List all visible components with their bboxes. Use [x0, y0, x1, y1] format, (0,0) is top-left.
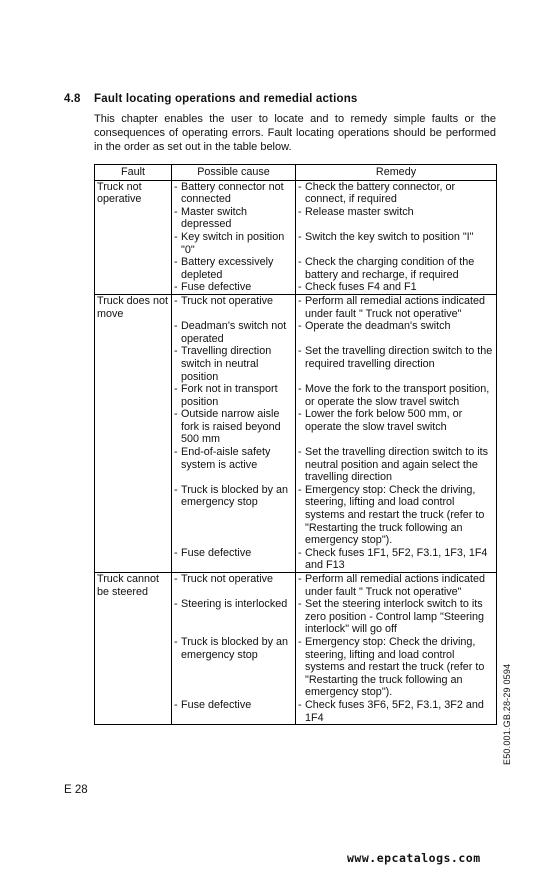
bullet-dash: - — [174, 546, 178, 559]
intro-paragraph: This chapter enables the user to locate and to remedy simple faults or the consequences of operating errors. Fault locating operations should be performed in the order as set out in the table below. — [94, 113, 496, 153]
header-possible-cause: Possible cause — [172, 165, 296, 181]
table-row — [95, 699, 497, 725]
section-heading — [64, 93, 504, 105]
remedy-text: Emergency stop: Check the driving, steering, lifting and load control systems and restart the truck (refer to "Restarting the truck following an emergency stop"). — [305, 635, 485, 699]
remedy-cell — [296, 231, 497, 256]
cause-cell — [172, 206, 296, 231]
remedy-text: Check fuses 1F1, 5F2, F3.1, 1F3, 1F4 and F13 — [305, 546, 488, 572]
bullet-dash: - — [174, 205, 178, 218]
cause-text: Key switch in position "0" — [181, 230, 285, 256]
cause-cell — [172, 231, 296, 256]
cause-cell — [172, 256, 296, 281]
cause-cell — [172, 547, 296, 573]
bullet-dash: - — [298, 294, 302, 307]
remedy-text: Perform all remedial actions indicated under fault " Truck not operative" — [305, 294, 486, 320]
bullet-dash: - — [174, 320, 178, 333]
bullet-dash: - — [298, 180, 302, 193]
cause-text: Steering is interlocked — [181, 598, 288, 611]
cause-text: Travelling direction switch in neutral position — [181, 345, 272, 383]
bullet-dash: - — [298, 256, 302, 269]
bullet-dash: - — [298, 383, 302, 396]
table-row — [95, 231, 497, 256]
table-row — [95, 547, 497, 573]
bullet-dash: - — [174, 446, 178, 459]
table-row — [95, 484, 497, 547]
cause-cell — [172, 294, 296, 320]
fault-cell — [95, 547, 172, 573]
cause-text: Fuse defective — [181, 281, 252, 294]
cause-cell — [172, 180, 296, 206]
remedy-cell — [296, 408, 497, 446]
cause-text: Fuse defective — [181, 546, 252, 559]
cause-text: Deadman's switch not operated — [181, 320, 287, 345]
page-number: E 28 — [64, 784, 88, 796]
bullet-dash: - — [298, 598, 302, 611]
cause-cell — [172, 383, 296, 408]
remedy-text: Check fuses F4 and F1 — [305, 281, 417, 294]
bullet-dash: - — [298, 483, 302, 496]
bullet-dash: - — [298, 320, 302, 333]
bullet-dash: - — [298, 546, 302, 559]
fault-cell — [95, 256, 172, 281]
cause-text: Outside narrow aisle fork is raised beyond 500 mm — [181, 408, 281, 446]
remedy-text: Emergency stop: Check the driving, steering, lifting and load control systems and restart the truck (refer to "Restarting the truck following an emergency stop"). — [305, 483, 485, 547]
fault-cell — [95, 231, 172, 256]
bullet-dash: - — [174, 698, 178, 711]
bullet-dash: - — [174, 230, 178, 243]
cause-cell — [172, 598, 296, 636]
fault-cell — [95, 383, 172, 408]
remedy-text: Set the travelling direction switch to its neutral position and again select the travelling direction — [305, 446, 489, 484]
remedy-text: Set the steering interlock switch to its zero position - Control lamp "Steering interlock" will go off — [305, 598, 485, 636]
fault-cell — [95, 446, 172, 484]
section-number: 4.8 — [64, 93, 81, 105]
document-code: E50.001.GB.28-29 0594 — [502, 663, 512, 765]
fault-cell — [95, 699, 172, 725]
header-remedy: Remedy — [296, 165, 497, 181]
table-header-row — [95, 165, 497, 181]
table-row — [95, 206, 497, 231]
cause-cell — [172, 408, 296, 446]
bullet-dash: - — [174, 483, 178, 496]
remedy-text: Check the charging condition of the battery and recharge, if required — [305, 256, 475, 281]
cause-text: Truck is blocked by an emergency stop — [181, 635, 289, 661]
bullet-dash: - — [174, 180, 178, 193]
remedy-cell — [296, 180, 497, 206]
cause-text: Truck not operative — [181, 294, 274, 307]
bullet-dash: - — [174, 256, 178, 269]
bullet-dash: - — [174, 294, 178, 307]
table-row — [95, 256, 497, 281]
remedy-text: Check fuses 3F6, 5F2, F3.1, 3F2 and 1F4 — [305, 698, 484, 724]
bullet-dash: - — [298, 635, 302, 648]
fault-cell: Truck cannot be steered — [95, 573, 172, 599]
fault-cell — [95, 636, 172, 699]
remedy-text: Check the battery connector, or connect, if required — [305, 180, 456, 206]
fault-cell — [95, 345, 172, 383]
cause-text: Fuse defective — [181, 698, 252, 711]
remedy-text: Lower the fork below 500 mm, or operate the slow travel switch — [305, 408, 463, 433]
cause-text: End-of-aisle safety system is active — [181, 446, 271, 471]
table-row — [95, 281, 497, 294]
remedy-text: Move the fork to the transport position, or operate the slow travel switch — [305, 383, 490, 408]
table-row — [95, 573, 497, 599]
remedy-text: Set the travelling direction switch to the required travelling direction — [305, 345, 493, 370]
bullet-dash: - — [174, 345, 178, 358]
bullet-dash: - — [174, 383, 178, 396]
remedy-cell — [296, 598, 497, 636]
table-row — [95, 446, 497, 484]
table-row — [95, 636, 497, 699]
fault-cell — [95, 598, 172, 636]
table-row — [95, 383, 497, 408]
table-row — [95, 180, 497, 206]
cause-text: Master switch depressed — [181, 205, 247, 231]
remedy-cell — [296, 383, 497, 408]
cause-cell — [172, 320, 296, 345]
bullet-dash: - — [174, 598, 178, 611]
remedy-text: Switch the key switch to position "I" — [305, 230, 474, 243]
remedy-cell — [296, 281, 497, 294]
cause-cell — [172, 699, 296, 725]
cause-cell — [172, 446, 296, 484]
bullet-dash: - — [298, 408, 302, 421]
cause-cell — [172, 636, 296, 699]
fault-cell — [95, 320, 172, 345]
remedy-cell — [296, 345, 497, 383]
cause-text: Battery connector not connected — [181, 180, 284, 206]
cause-cell — [172, 484, 296, 547]
table-row — [95, 320, 497, 345]
remedy-cell — [296, 446, 497, 484]
remedy-cell — [296, 636, 497, 699]
bullet-dash: - — [298, 573, 302, 585]
remedy-cell — [296, 547, 497, 573]
remedy-text: Operate the deadman's switch — [305, 320, 451, 333]
table-row — [95, 408, 497, 446]
remedy-cell — [296, 484, 497, 547]
header-fault: Fault — [95, 165, 172, 181]
remedy-cell — [296, 256, 497, 281]
watermark-url: www.epcatalogs.com — [347, 851, 481, 865]
cause-cell — [172, 573, 296, 599]
bullet-dash: - — [174, 408, 178, 421]
fault-cell: Truck does not move — [95, 294, 172, 320]
bullet-dash: - — [298, 345, 302, 358]
remedy-text: Release master switch — [305, 205, 414, 218]
remedy-cell — [296, 573, 497, 599]
remedy-cell — [296, 206, 497, 231]
table-row — [95, 294, 497, 320]
table-row — [95, 598, 497, 636]
remedy-cell — [296, 699, 497, 725]
fault-cell — [95, 484, 172, 547]
table-body — [95, 180, 497, 725]
remedy-cell — [296, 294, 497, 320]
fault-cell: Truck not operative — [95, 180, 172, 206]
fault-cell — [95, 206, 172, 231]
cause-text: Truck not operative — [181, 573, 274, 585]
table-row — [95, 345, 497, 383]
bullet-dash: - — [298, 230, 302, 243]
bullet-dash: - — [174, 573, 178, 585]
remedy-text: Perform all remedial actions indicated under fault " Truck not operative" — [305, 573, 486, 598]
fault-table — [94, 164, 497, 725]
bullet-dash: - — [174, 281, 178, 294]
remedy-cell — [296, 320, 497, 345]
fault-cell — [95, 408, 172, 446]
fault-cell — [95, 281, 172, 294]
cause-cell — [172, 345, 296, 383]
cause-text: Battery excessively depleted — [181, 256, 274, 281]
cause-cell — [172, 281, 296, 294]
cause-text: Truck is blocked by an emergency stop — [181, 483, 289, 509]
section-title: Fault locating operations and remedial actions — [94, 93, 358, 105]
bullet-dash: - — [298, 205, 302, 218]
bullet-dash: - — [174, 635, 178, 648]
bullet-dash: - — [298, 698, 302, 711]
bullet-dash: - — [298, 446, 302, 459]
bullet-dash: - — [298, 281, 302, 294]
cause-text: Fork not in transport position — [181, 383, 278, 408]
